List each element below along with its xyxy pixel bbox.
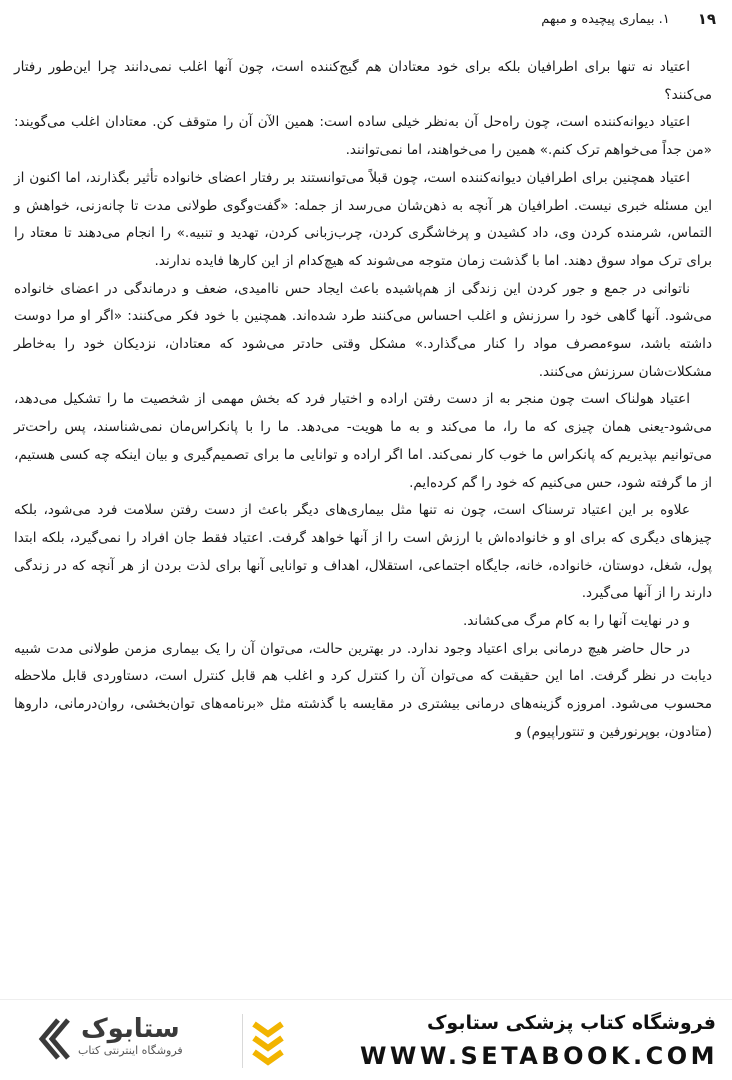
paragraph: اعتیاد نه تنها برای اطرافیان بلکه برای خود معتادان هم گیج‌کننده است، چون آنها اغلب نمی‌دانند چرا این‌طور رفتار می‌کنند؟ xyxy=(14,59,712,103)
footer-divider xyxy=(242,1014,243,1068)
store-name: فروشگاه کتاب پزشکی ستابوک xyxy=(426,1012,716,1034)
paragraph: اعتیاد همچنین برای اطرافیان دیوانه‌کننده است، چون قبلاً می‌توانستند بر رفتار اعضای خانواده تأثیر بگذارند، اما اکنون از این مسئله خبری نیست. اطرافیان هر آنچه به ذهن‌شان می‌رسد از جمله: «گفت‌وگوی طولانی مدت تا چانه‌زنی، خواهش و التماس، شرمنده کردن وی، داد کشیدن و پرخاشگری کردن، چرب‌زبانی کردن، تهدید و تنبیه.» را انجام می‌دهند تا معتاد را برای ترک مواد سوق دهند. اما با گذشت زمان متوجه می‌شوند که هیچ‌کدام از این کارها فایده ندارند. xyxy=(14,169,712,269)
paragraph: اعتیاد هولناک است چون منجر به از دست رفتن اراده و اختیار فرد که بخش مهمی از شخصیت ما را تشکیل می‌دهد، می‌شود-یعنی همان چیزی که ما را، ما می‌کند و به ما هویت- می‌دهد. ما را با پانکراس‌مان نمی‌شناسند، پس راحت‌تر می‌توانیم بپذیریم که پانکراس ما خوب کار نمی‌کند. اما اگر اراده و توانایی ما برای تصمیم‌گیری و بیان اینکه چه کسی هستیم، از ما گرفته شود، حس می‌کنیم که خود را گم کرده‌ایم. xyxy=(14,391,712,491)
fade-overlay xyxy=(0,925,732,1005)
chapter-title: ۱. بیماری پیچیده و مبهم xyxy=(541,11,670,27)
running-header xyxy=(10,6,716,32)
setabook-logo[interactable] xyxy=(30,1014,210,1068)
paragraph: اعتیاد دیوانه‌کننده است، چون راه‌حل آن به‌نظر خیلی ساده است: همین الآن آن را متوقف کن. معتادان اغلب می‌گویند: «من جداً می‌خواهم ترک کنم.» همین را می‌خواهند، اما نمی‌توانند. xyxy=(14,114,712,159)
logo-name: ستابوک xyxy=(81,1014,180,1044)
page-number: ۱۹ xyxy=(697,10,716,28)
logo-tagline: فروشگاه اینترنتی کتاب xyxy=(78,1044,183,1057)
chevron-arrows-icon xyxy=(30,1014,70,1064)
paragraph: و در نهایت آنها را به کام مرگ می‌کشاند. xyxy=(462,613,690,630)
paragraph: در حال حاضر هیچ درمانی برای اعتیاد وجود ندارد. در بهترین حالت، می‌توان آن را یک بیماری مزمن طولانی مدت شبیه دیابت در نظر گرفت. اما این حقیقت که می‌توان آن را کنترل کرد و اغلب هم قابل کنترل است، دستاوردی قابل ملاحظه محسوب می‌شود. امروزه گزینه‌های درمانی بیشتری در مقایسه با گذشته مثل «برنامه‌های توان‌بخشی، روان‌درمانی، داروها (متادون، بوپرنورفین و تنتوراپیوم) و xyxy=(14,640,712,740)
book-stack-icon xyxy=(252,1014,284,1066)
paragraph: علاوه بر این اعتیاد ترسناک است، چون نه تنها مثل بیماری‌های دیگر باعث از دست رفتن سلامت فرد می‌شود، بلکه چیزهای دیگری که برای او و خانواده‌اش با ارزش است را از آنها خواهد گرفت. اعتیاد فقط جان افراد را نمی‌گیرد، بلکه ابتدا پول، شغل، دوستان، خانواده، خانه، جایگاه اجتماعی، استقلال، اهداف و توانایی آنها برای لذت بردن از هر آنچه که در زندگی دارند را از آنها می‌گیرد. xyxy=(14,502,712,602)
footer-banner xyxy=(0,999,732,1080)
body-text xyxy=(14,54,712,747)
paragraph: ناتوانی در جمع و جور کردن این زندگی از هم‌پاشیده باعث ایجاد حس ناامیدی، ضعف و درماندگی در اعضای خانواده می‌شود. آنها گاهی خود را سرزنش و اغلب احساس می‌کنند طرد شده‌اند. همچنین با خود فکر می‌کنند: «اگر او مرا دوست داشته باشد، سوءمصرف مواد را کنار می‌گذارد.» مشکل وقتی حادتر می‌شود که معتادان، نزدیکان خود را به‌خاطر مشکلات‌شان سرزنش می‌کنند. xyxy=(14,280,712,380)
store-url[interactable]: WWW.SETABOOK.COM xyxy=(359,1042,718,1070)
logo-text xyxy=(78,1014,183,1057)
